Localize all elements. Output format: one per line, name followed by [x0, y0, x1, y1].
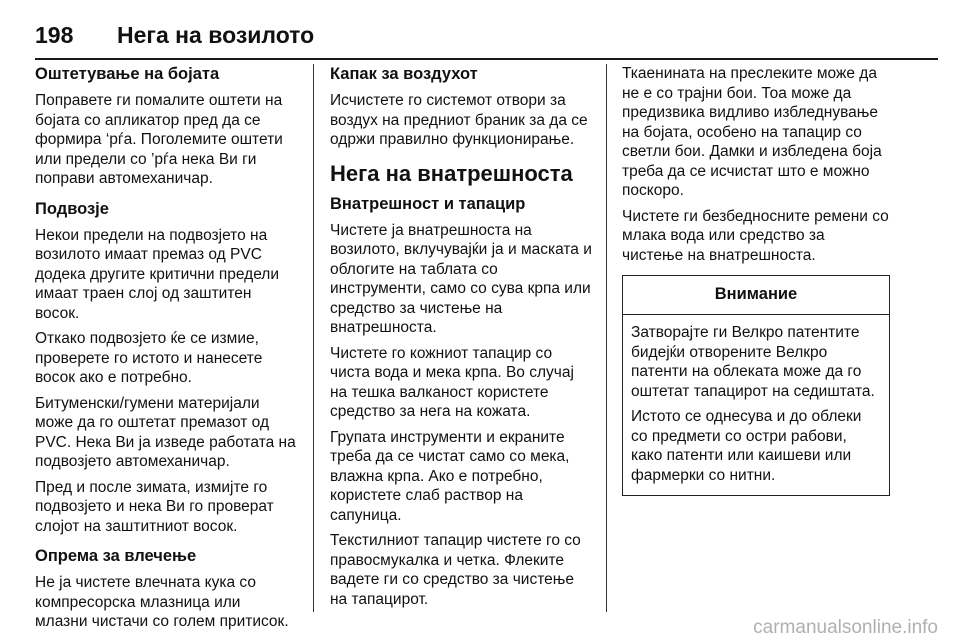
column-divider-2: [606, 64, 607, 612]
paragraph: Не ја чистете влечната кука со компресорска млазница или млазни чистачи со голем притисок.: [35, 574, 289, 630]
page-header: [35, 22, 938, 60]
paragraph: Текстилниот тапацир чистете го со правосмукалка и четка. Флеките вадете ги со средство за чистење на тапацирот.: [330, 532, 581, 608]
page-number: 198: [35, 22, 74, 48]
section-heading-underbody: Подвозје: [35, 199, 109, 218]
watermark: carmanualsonline.info: [753, 617, 938, 638]
column-divider-1: [313, 64, 314, 612]
paragraph: Пред и после зимата, измијте го подвозјето и нека Ви го проверат слојот на заштитниот восок.: [35, 478, 274, 535]
paragraph: Откако подвозјето ќе се измие, проверете го истото и нанесете восок ако е потребно.: [35, 330, 263, 386]
paragraph: Чистете го кожниот тапацир со чиста вода и мека крпа. Во случај на тешка валканост користете средство за нега на кожата.: [330, 344, 574, 420]
section-heading-towing-equipment: Опрема за влечење: [35, 547, 197, 565]
page-title: Нега на возилото: [117, 22, 315, 48]
column-3: [622, 64, 890, 496]
section-heading-interior-upholstery: Внатрешност и тапацир: [330, 194, 526, 213]
section-heading-paint-damage: Оштетување на бојата: [35, 65, 220, 83]
paragraph: Чистете ги безбедносните ремени со млака вода или средство за чистење на внатрешноста.: [622, 207, 889, 264]
column-1: [35, 64, 297, 638]
paragraph: Некои предели на подвозјето на возилото имаат премаз од PVC додека другите критични предели имаат траен слој од заштитен восок.: [35, 226, 280, 322]
paragraph: Истото се однесува и до облеки со предмети со остри рабови, како патенти или каишеви или фармерки со нитни.: [631, 408, 862, 484]
chapter-heading-interior-care: Нега на внатрешноста: [330, 160, 573, 186]
caution-body: [623, 315, 889, 495]
paragraph: Ткаенината на преслеките може да не е со трајни бои. Тоа може да предизвика видливо избледнување на бојата, особено на тапацир со светли бои. Дамки и избледена боја треба да се исчистат што е можно поскоро.: [622, 65, 882, 199]
caution-box: [622, 275, 890, 496]
paragraph: Затворајте ги Велкро патентите бидејќи отворените Велкро патенти на облеката може да го оштетат тапацирот на седиштата.: [631, 324, 875, 400]
caution-title: Внимание: [623, 276, 889, 315]
paragraph: Исчистете го системот отвори за воздух на предниот браник за да се одржи правилно функционирање.: [330, 92, 588, 148]
paragraph: Групата инструменти и екраните треба да се чистат само со мека, влажна крпа. Ако е потребно, користете слаб раствор на сапуница.: [330, 428, 570, 524]
section-heading-air-vent: Капак за воздухот: [330, 65, 478, 83]
paragraph: Битуменски/гумени материјали може да го оштетат премазот од PVC. Нека Ви ја изведе работата на подвозјето автомеханичар.: [35, 394, 296, 470]
paragraph: Поправете ги помалите оштети на бојата со апликатор пред да се формира ‘рѓа. Поголемите оштети или предели со ’рѓа нека Ви ги поправи автомеханичар.: [35, 92, 283, 187]
paragraph: Чистете ја внатрешноста на возилото, вклучувајќи ја и маската и облогите на таблата со инструменти, само со сува крпа или средство за чистење на внатрешноста.: [330, 221, 592, 336]
column-2: [330, 64, 593, 615]
